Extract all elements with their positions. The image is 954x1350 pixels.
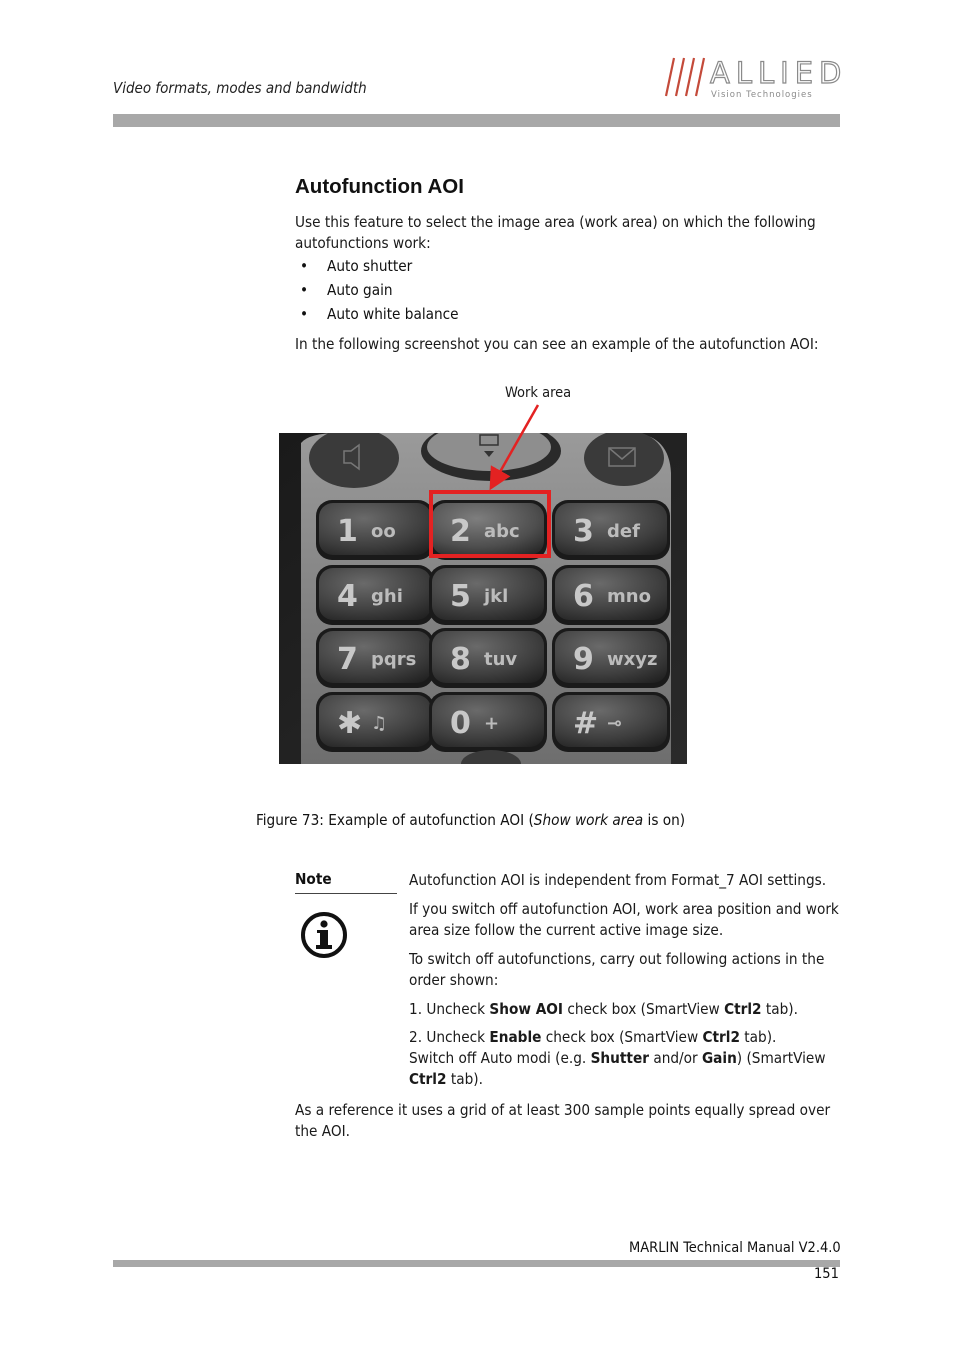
- key-number: ✱: [337, 706, 363, 741]
- key-letters: pqrs: [371, 649, 417, 670]
- keypad-key: [552, 500, 670, 560]
- step1-text: 1. Uncheck: [409, 1000, 490, 1018]
- key-number: 9: [573, 642, 594, 677]
- note-label: Note: [295, 870, 332, 888]
- step2b-bold: Gain: [701, 1049, 737, 1067]
- step2-text: tab).: [739, 1028, 777, 1046]
- key-number: 0: [450, 706, 471, 741]
- caption-italic: Show work area: [533, 811, 644, 829]
- bullet-dot: •: [300, 305, 309, 323]
- key-number: 6: [573, 579, 594, 614]
- key-letters: def: [607, 521, 640, 542]
- key-letters: +: [484, 713, 500, 734]
- footer-rule: [113, 1260, 840, 1267]
- lead-paragraph: In the following screenshot you can see an example of the autofunction AOI:: [295, 335, 819, 353]
- keypad-key: [316, 692, 434, 752]
- key-letters: ghi: [371, 586, 403, 607]
- bullet-dot: •: [300, 281, 309, 299]
- keypad-key: [429, 565, 547, 625]
- caption-suffix: is on): [643, 811, 686, 829]
- key-number: 8: [450, 642, 471, 677]
- keypad-key: [552, 692, 670, 752]
- step2-bold: Enable: [489, 1028, 542, 1046]
- keypad-key: [316, 628, 434, 688]
- key-number: 5: [450, 579, 471, 614]
- bullet-item: Auto gain: [327, 281, 393, 299]
- keypad-key: [552, 565, 670, 625]
- keypad-photo: [279, 433, 687, 764]
- key-letters: ⊸: [607, 713, 623, 734]
- step2-text: check box (SmartView: [541, 1028, 703, 1046]
- step2b-bold: Ctrl2: [409, 1070, 447, 1088]
- step1-bold: Ctrl2: [724, 1000, 762, 1018]
- key-letters: mno: [607, 586, 651, 607]
- key-number: 2: [450, 514, 471, 549]
- key-number: #: [573, 706, 599, 741]
- page-number: 151: [814, 1266, 839, 1282]
- note-p1: Autofunction AOI is independent from Format_7 AOI settings.: [409, 871, 827, 889]
- key-letters: abc: [484, 521, 520, 542]
- note-p3: To switch off autofunctions, carry out following actions in the order shown:: [409, 950, 825, 989]
- intro-paragraph: Use this feature to select the image area (work area) on which the following autofunctions work:: [295, 213, 816, 252]
- bullet-dot: •: [300, 257, 309, 275]
- keypad-key: [429, 692, 547, 752]
- step2-bold: Ctrl2: [702, 1028, 740, 1046]
- bullet-item: Auto white balance: [327, 305, 459, 323]
- logo-subtitle: Vision Technologies: [711, 90, 813, 100]
- step2-text: 2. Uncheck: [409, 1028, 490, 1046]
- keypad-key: [552, 628, 670, 688]
- caption-prefix: Figure 73: Example of autofunction AOI (: [256, 811, 534, 829]
- keypad-key: [429, 500, 547, 560]
- running-header: Video formats, modes and bandwidth: [113, 79, 367, 97]
- logo-name: ALLIED: [710, 56, 844, 90]
- keypad-key: [316, 500, 434, 560]
- key-number: 3: [573, 514, 594, 549]
- step2b-text: Switch off Auto modi (e.g.: [409, 1049, 591, 1067]
- section-heading: Autofunction AOI: [295, 175, 464, 198]
- step2b-text: and/or: [648, 1049, 702, 1067]
- step2b-bold: Shutter: [590, 1049, 649, 1067]
- key-number: 4: [337, 579, 358, 614]
- closing-paragraph: As a reference it uses a grid of at least 300 sample points equally spread over the AOI.: [295, 1101, 831, 1140]
- keypad-key: [316, 565, 434, 625]
- info-icon: [299, 910, 349, 964]
- bullet-item: Auto shutter: [327, 257, 413, 275]
- step1-bold: Show AOI: [489, 1000, 563, 1018]
- step2b-text: ) (SmartView: [736, 1049, 826, 1067]
- step2b-text: tab).: [446, 1070, 483, 1088]
- callout-label: Work area: [505, 385, 572, 401]
- key-number: 7: [337, 642, 358, 677]
- step1-text: tab).: [761, 1000, 798, 1018]
- note-step2: [409, 1027, 849, 1090]
- key-letters: tuv: [484, 649, 518, 670]
- figure-caption: [256, 811, 685, 829]
- key-letters: oo: [371, 521, 396, 542]
- key-number: 1: [337, 514, 358, 549]
- note-step1: [409, 999, 849, 1020]
- footer-manual-title: MARLIN Technical Manual V2.4.0: [629, 1240, 841, 1256]
- note-underline: [295, 893, 397, 894]
- key-letters: ♫: [371, 713, 388, 734]
- step1-text: check box (SmartView: [563, 1000, 725, 1018]
- keypad-key: [429, 628, 547, 688]
- key-letters: wxyz: [607, 649, 658, 670]
- note-p2: If you switch off autofunction AOI, work area position and work area size follow the current active image size.: [409, 900, 839, 939]
- key-letters: jkl: [484, 586, 509, 607]
